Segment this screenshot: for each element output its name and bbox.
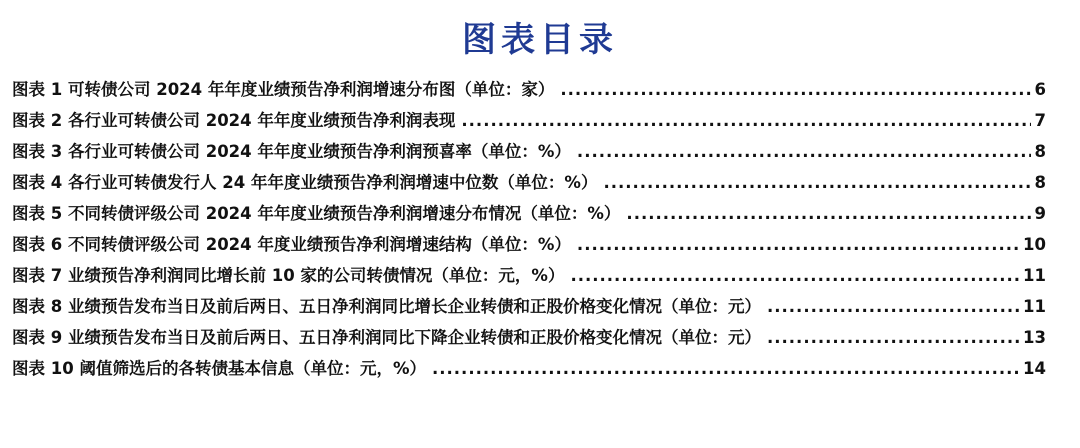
toc-entry[interactable] — [12, 353, 1046, 384]
toc-entry[interactable] — [12, 136, 1046, 167]
toc-entry-label: 图表 8 业绩预告发布当日及前后两日、五日净利润同比增长企业转债和正股价格变化情况（单位：元） — [12, 297, 761, 316]
dot-leader — [432, 353, 1019, 384]
toc-entry-page: 9 — [1034, 204, 1046, 223]
toc-entry-label: 图表 4 各行业可转债发行人 24 年年度业绩预告净利润增速中位数（单位：%） — [12, 173, 598, 192]
toc-entry-label: 图表 6 不同转债评级公司 2024 年度业绩预告净利润增速结构（单位：%） — [12, 235, 571, 254]
page-title: 图表目录 — [462, 20, 618, 60]
toc-entry-label: 图表 1 可转债公司 2024 年年度业绩预告净利润增速分布图（单位：家） — [12, 80, 555, 99]
dot-leader — [570, 260, 1019, 291]
toc-entry-page: 11 — [1023, 297, 1046, 316]
toc-entry-label: 图表 9 业绩预告发布当日及前后两日、五日净利润同比下降企业转债和正股价格变化情况（单位：元） — [12, 328, 761, 347]
toc-entry-label: 图表 5 不同转债评级公司 2024 年年度业绩预告净利润增速分布情况（单位：%） — [12, 204, 621, 223]
toc-entry[interactable] — [12, 167, 1046, 198]
toc-entry[interactable] — [12, 260, 1046, 291]
dot-leader — [577, 136, 1031, 167]
toc-entry[interactable] — [12, 74, 1046, 105]
toc-entry-label: 图表 3 各行业可转债公司 2024 年年度业绩预告净利润预喜率（单位：%） — [12, 142, 571, 161]
toc-entry-page: 13 — [1023, 328, 1046, 347]
dot-leader — [767, 291, 1019, 322]
dot-leader — [560, 74, 1030, 105]
toc-entry-page: 8 — [1034, 173, 1046, 192]
toc-entry[interactable] — [12, 105, 1046, 136]
toc-entry[interactable] — [12, 322, 1046, 353]
toc-entry-page: 14 — [1023, 359, 1046, 378]
dot-leader — [461, 105, 1030, 136]
dot-leader — [767, 322, 1019, 353]
toc-entry[interactable] — [12, 229, 1046, 260]
toc-list — [12, 74, 1046, 384]
toc-entry[interactable] — [12, 198, 1046, 229]
dot-leader — [603, 167, 1030, 198]
toc-entry-label: 图表 7 业绩预告净利润同比增长前 10 家的公司转债情况（单位：元，%） — [12, 266, 565, 285]
toc-entry-label: 图表 10 阈值筛选后的各转债基本信息（单位：元，%） — [12, 359, 426, 378]
toc-entry-page: 6 — [1034, 80, 1046, 99]
toc-entry-page: 7 — [1034, 111, 1046, 130]
dot-leader — [626, 198, 1030, 229]
toc-entry[interactable] — [12, 291, 1046, 322]
toc-entry-page: 8 — [1034, 142, 1046, 161]
dot-leader — [577, 229, 1019, 260]
toc-entry-page: 11 — [1023, 266, 1046, 285]
toc-entry-label: 图表 2 各行业可转债公司 2024 年年度业绩预告净利润表现 — [12, 111, 456, 130]
toc-entry-page: 10 — [1023, 235, 1046, 254]
